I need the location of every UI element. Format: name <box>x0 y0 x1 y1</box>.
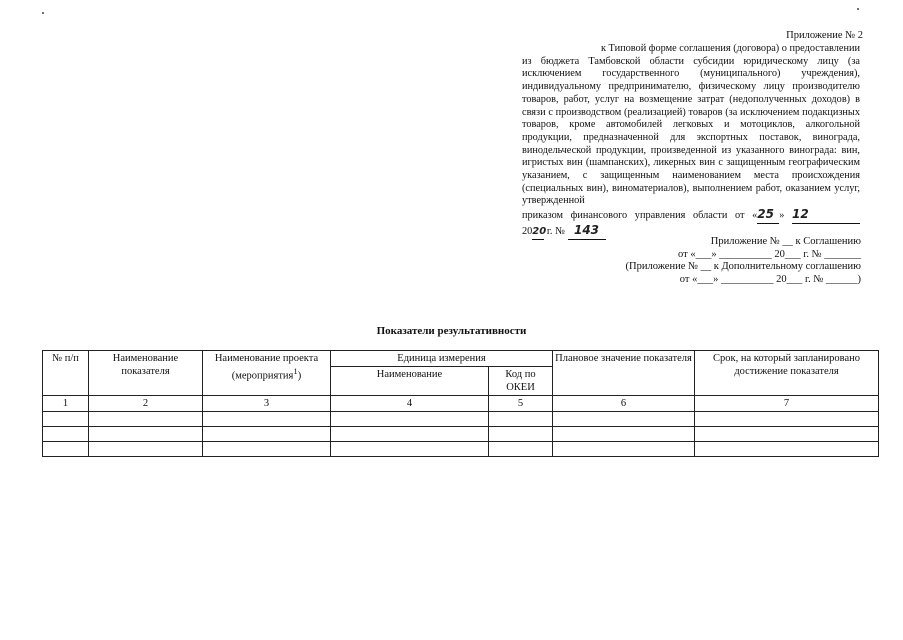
table-cell <box>43 412 89 427</box>
col-header-indicator: Наименование показателя <box>89 351 203 396</box>
table-cell <box>203 427 331 442</box>
agreement-line-4: от «___» __________ 20___ г. № ______) <box>679 273 861 285</box>
column-number-cell: 5 <box>489 396 553 412</box>
column-number-cell: 2 <box>89 396 203 412</box>
number-label: г. № <box>546 225 565 237</box>
footnote-marker: 1 <box>293 366 298 376</box>
table-cell <box>489 412 553 427</box>
table-cell <box>553 412 695 427</box>
column-number-cell: 3 <box>203 396 331 412</box>
col-header-unit-code: Код по ОКЕИ <box>489 367 553 396</box>
col-header-term: Срок, на который запланировано достижение показателя <box>695 351 879 396</box>
table-cell <box>89 427 203 442</box>
table-cell <box>43 427 89 442</box>
appendix-preamble <box>522 43 860 240</box>
table-cell <box>331 427 489 442</box>
col-header-number: № п/п <box>43 351 89 396</box>
quote-open: « <box>752 210 758 222</box>
indicators-table <box>42 350 879 457</box>
year-prefix: 20 <box>522 225 533 237</box>
handwritten-year-suffix: 20 <box>532 225 547 237</box>
col-header-unit: Единица измерения <box>331 351 553 367</box>
agreement-line-2: от «___» __________ 20___ г. № _______ <box>678 248 861 260</box>
table-cell <box>203 412 331 427</box>
table-cell <box>43 442 89 457</box>
column-number-cell: 1 <box>43 396 89 412</box>
table-row <box>43 412 879 427</box>
agreement-line-3: (Приложение № __ к Дополнительному соглашению <box>625 261 861 273</box>
appendix-title: Приложение № 2 <box>786 30 863 41</box>
header-row-top <box>43 351 879 367</box>
project-header-close: ) <box>297 370 302 382</box>
order-prefix: приказом финансового управления области от <box>522 210 745 222</box>
table-cell <box>695 412 879 427</box>
table-cell <box>553 442 695 457</box>
quote-close: » <box>779 210 785 222</box>
document-title: Показатели результативности <box>376 325 527 337</box>
scan-speck-right <box>857 8 859 10</box>
agreement-line-1: Приложение № __ к Соглашению <box>710 236 861 247</box>
table-cell <box>489 442 553 457</box>
scan-speck-left <box>42 12 44 14</box>
agreement-reference <box>626 236 861 286</box>
table-cell <box>331 412 489 427</box>
table-cell <box>695 427 879 442</box>
table-row <box>43 427 879 442</box>
handwritten-month: 12 <box>791 207 809 222</box>
col-header-project <box>203 351 331 396</box>
table-cell <box>553 427 695 442</box>
col-header-unit-name: Наименование <box>331 367 489 396</box>
project-header-text: Наименование проекта (мероприятия <box>214 353 319 382</box>
col-header-plan: Плановое значение показателя <box>553 351 695 396</box>
column-number-cell: 7 <box>695 396 879 412</box>
column-number-cell: 4 <box>331 396 489 412</box>
appendix-text: из бюджета Тамбовской области субсидии юридическому лицу (за исключением государственного (муниципального) учреждения), индивидуальному предпринимателю, физическому лицу производителю товаров, работ, услуг на возмещение затрат (недополученных доходов) в связи с производством (реализацией) товаров (за исключением подакцизных товаров, кроме автомобилей легковых и мотоциклов, алкогольной продукции, предназначенной для экспортных поставок, винограда, винодельческой продукции, произведенной из указанного винограда: вин, игристых вин (шампанских), ликерных вин с защищенным географическим указанием, с защищенным наименованием места происхождения (специальных вин), виноматериалов), выполнением работ, оказанием услуг, утвержденной <box>522 55 860 207</box>
table-row <box>43 442 879 457</box>
table-cell <box>203 442 331 457</box>
table-cell <box>89 412 203 427</box>
table-cell <box>89 442 203 457</box>
column-number-row <box>43 396 879 412</box>
handwritten-number: 143 <box>573 222 600 237</box>
column-number-cell: 6 <box>553 396 695 412</box>
appendix-line-first: к Типовой форме соглашения (договора) о предоставлении <box>600 43 860 54</box>
table-cell <box>489 427 553 442</box>
table-cell <box>695 442 879 457</box>
table-cell <box>331 442 489 457</box>
approval-order-line <box>522 208 860 224</box>
handwritten-day: 25 <box>757 207 774 222</box>
